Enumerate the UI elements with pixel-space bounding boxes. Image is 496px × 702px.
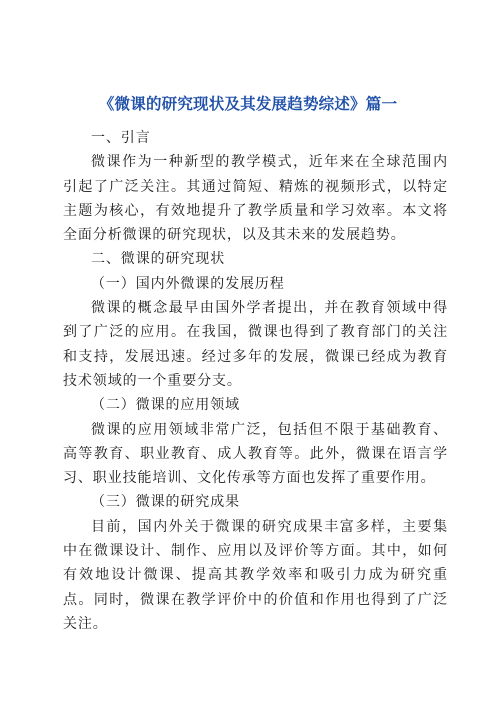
section-heading: 一、引言	[91, 130, 151, 146]
paragraph: 微课作为一种新型的教学模式，近年来在全球范围内引起了广泛关注。其通过简短、精炼的视频形式，以特定主题为核心，有效地提升了教学质量和学习效率。本文将全面分析微课的研究现状，以及其未来的发展趋势。	[63, 154, 448, 244]
paragraph: 微课的应用领域非常广泛，包括但不限于基础教育、高等教育、职业教育、成人教育等。此外，微课在语言学习、职业技能培训、文化传承等方面也发挥了重要作用。	[63, 421, 448, 487]
paragraph: 目前，国内外关于微课的研究成果丰富多样，主要集中在微课设计、制作、应用以及评价等方面。其中，如何有效地设计微课、提高其教学效率和吸引力成为研究重点。同时，微课在教学评价中的价值和作用也得到了广泛关注。	[63, 518, 448, 632]
subsection-heading: （一）国内外微课的发展历程	[91, 275, 285, 292]
document-body	[63, 126, 448, 636]
subsection-heading: （二）微课的应用领域	[91, 397, 240, 414]
section-heading: 二、微课的研究现状	[91, 251, 226, 268]
document-title: 《微课的研究现状及其发展趋势综述》篇一	[98, 94, 398, 113]
paragraph: 微课的概念最早由国外学者提出，并在教育领域中得到了广泛的应用。在我国，微课也得到了教育部门的关注和支持，发展迅速。经过多年的发展，微课已经成为教育技术领域的一个重要分支。	[63, 300, 448, 389]
subsection-heading: （三）微课的研究成果	[91, 494, 240, 511]
